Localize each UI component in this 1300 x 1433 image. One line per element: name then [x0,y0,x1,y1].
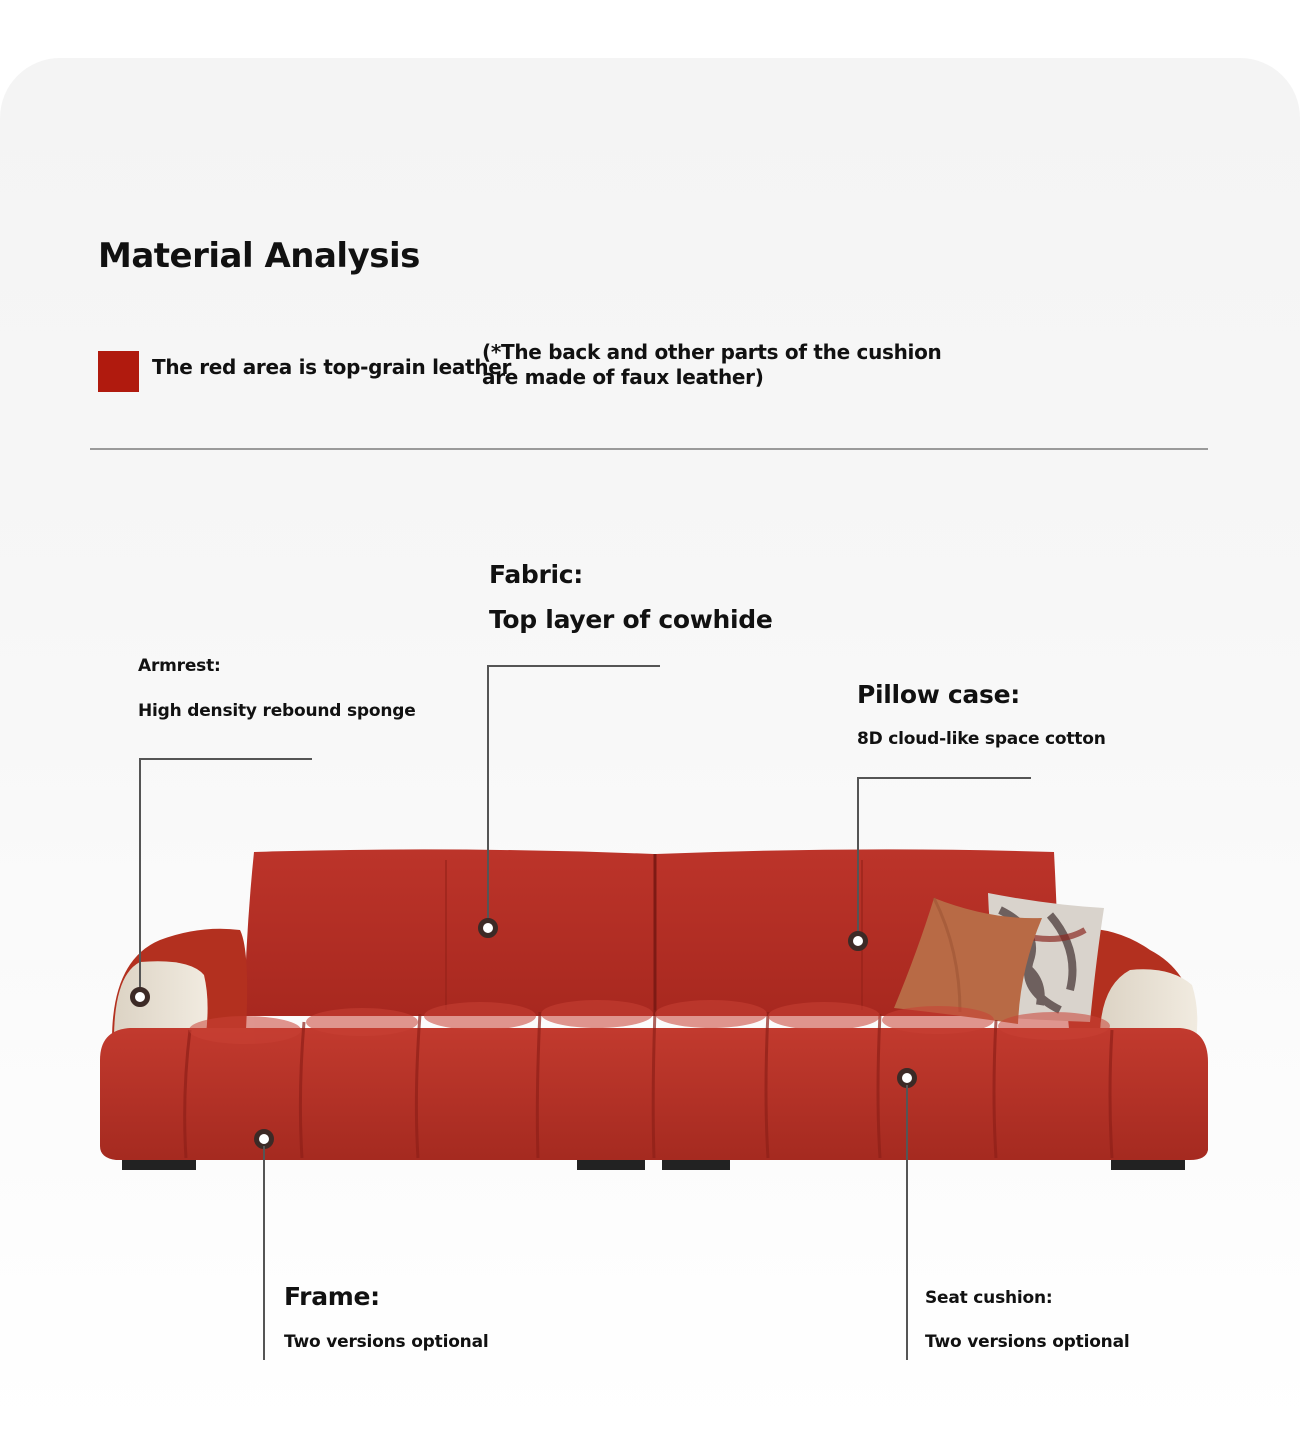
pillow-heading: Pillow case: [857,680,1020,709]
armrest-detail: High density rebound sponge [138,701,416,721]
back-cushion-left [244,849,654,1016]
fabric-heading: Fabric: [489,560,583,589]
legend-text: The red area is top-grain leather [152,355,512,379]
armrest-leader-h [139,758,312,760]
armrest-marker-dot [130,987,150,1007]
fabric-leader-h [487,665,660,667]
pillow-marker-dot [848,931,868,951]
sofa-leg [122,1160,196,1170]
pillow-leader-v [857,777,859,940]
seat-detail: Two versions optional [925,1332,1130,1352]
page-title: Material Analysis [98,236,420,276]
legend-note-line2: are made of faux leather) [482,365,764,389]
pillow-detail: 8D cloud-like space cotton [857,729,1106,749]
fabric-leader-v [487,665,489,927]
pillow-leader-h [857,777,1031,779]
frame-detail: Two versions optional [284,1332,489,1352]
seat-heading: Seat cushion: [925,1288,1053,1308]
fabric-marker-dot [478,918,498,938]
frame-heading: Frame: [284,1282,380,1311]
fabric-detail: Top layer of cowhide [489,605,773,634]
sofa-leg [662,1160,730,1170]
frame-leader-v [263,1146,265,1360]
sofa-leg [1111,1160,1185,1170]
legend-note-line1: (*The back and other parts of the cushion [482,340,942,364]
seat-leader-v [906,1085,908,1360]
armrest-leader-v [139,758,141,996]
armrest-heading: Armrest: [138,656,221,676]
sofa-leg [577,1160,645,1170]
